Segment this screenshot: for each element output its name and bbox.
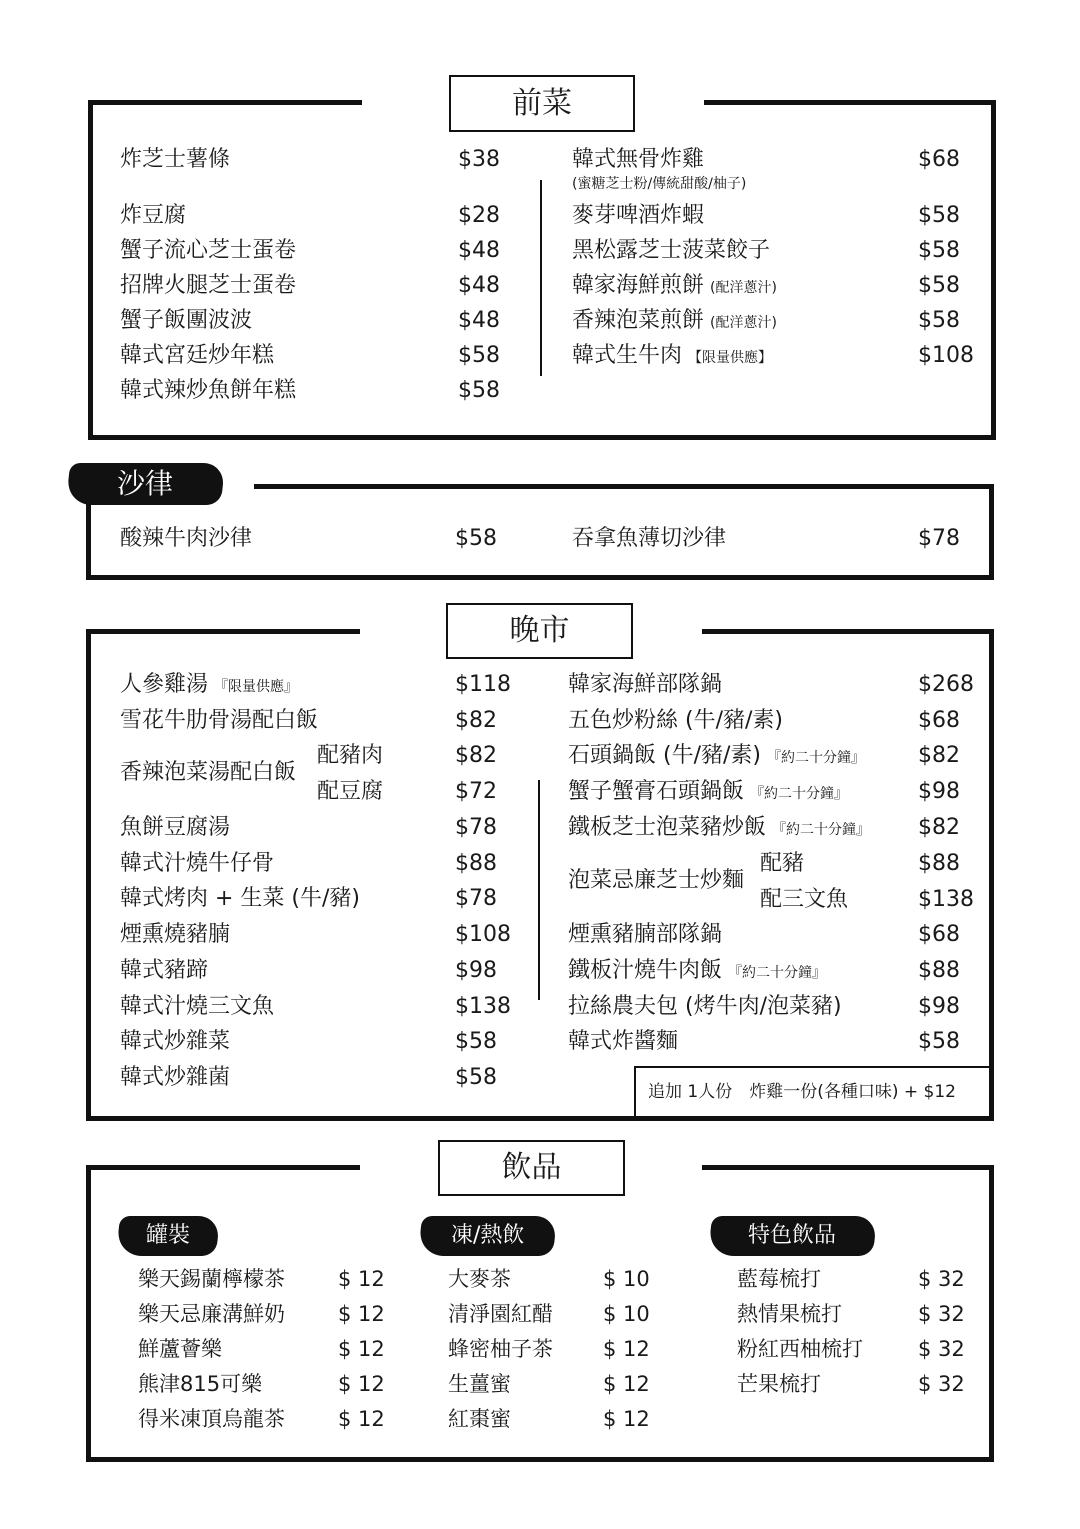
menu-item-name: 韓式無骨炸雞 (572, 147, 705, 172)
menu-item-price: $88 (455, 851, 497, 876)
menu-item-name: 鐵板汁燒牛肉飯 『約二十分鐘』 (568, 958, 827, 983)
menu-item-price: $82 (918, 815, 960, 840)
drink-item-price: $ 12 (338, 1302, 385, 1326)
menu-item-name: 炸芝士薯條 (120, 147, 231, 172)
drink-item-name: 熊津815可樂 (138, 1372, 263, 1396)
drink-item-price: $ 12 (338, 1407, 385, 1431)
menu-item-name: 煙熏豬腩部隊鍋 (568, 922, 723, 947)
menu-item-name: 韓式汁燒牛仔骨 (120, 851, 275, 876)
menu-item-price: $48 (458, 238, 500, 263)
menu-item-price: $88 (918, 958, 960, 983)
menu-item-price: $58 (918, 238, 960, 263)
menu-item-name: 韓式辣炒魚餅年糕 (120, 378, 297, 403)
menu-item-name: 麥芽啤酒炸蝦 (572, 203, 705, 228)
menu-item-name: 煙熏燒豬腩 (120, 922, 231, 947)
menu-item-price: $108 (455, 922, 511, 947)
menu-item-name: 韓式烤肉 + 生菜 (牛/豬) (120, 886, 360, 911)
item-note: 『約二十分鐘』 (750, 786, 849, 802)
menu-item-price: $58 (918, 1029, 960, 1054)
menu-item-price: $48 (458, 273, 500, 298)
drink-item-price: $ 32 (918, 1372, 965, 1396)
item-note: 『約二十分鐘』 (766, 750, 865, 766)
salad-item-price: $78 (918, 526, 960, 551)
item-note: (配洋蔥汁) (710, 280, 777, 296)
menu-item-name: 韓家海鮮部隊鍋 (568, 672, 723, 697)
item-note: (配洋蔥汁) (710, 315, 777, 331)
menu-item-option: 配三文魚 (760, 887, 849, 912)
menu-item-name: 蟹子蟹膏石頭鍋飯 『約二十分鐘』 (568, 779, 849, 804)
drink-item-name: 樂天忌廉溝鮮奶 (138, 1302, 285, 1326)
appetizers-title: 前菜 (449, 75, 635, 132)
menu-item-option: 配豬肉 (317, 743, 384, 768)
menu-item-price: $58 (458, 378, 500, 403)
menu-item-name: 泡菜忌廉芝士炒麵 (568, 868, 745, 893)
menu-item-name: 韓式炸醬麵 (568, 1029, 679, 1054)
dinner-title: 晚市 (446, 603, 633, 659)
menu-item-price: $48 (458, 308, 500, 333)
menu-item-price: $68 (918, 922, 960, 947)
menu-item-name: 拉絲農夫包 (烤牛肉/泡菜豬) (568, 994, 842, 1019)
drink-item-name: 熱情果梳打 (737, 1302, 842, 1326)
drink-item-price: $ 12 (603, 1372, 650, 1396)
menu-item-price: $82 (455, 708, 497, 733)
drink-item-price: $ 12 (603, 1337, 650, 1361)
menu-item-price: $58 (458, 343, 500, 368)
menu-item-name: 韓式炒雜菌 (120, 1065, 231, 1090)
drinks-title: 飲品 (438, 1140, 625, 1196)
salad-item-name: 酸辣牛肉沙律 (120, 526, 253, 551)
drink-category-label: 特色飲品 (748, 1223, 837, 1248)
menu-item-name: 韓式豬蹄 (120, 958, 209, 983)
menu-item-name: 五色炒粉絲 (牛/豬/素) (568, 708, 783, 733)
menu-item-option: 配豆腐 (317, 779, 384, 804)
menu-item-price: $88 (918, 851, 960, 876)
menu-item-price: $268 (918, 672, 974, 697)
item-note: 『約二十分鐘』 (772, 822, 871, 838)
salads-title: 沙律 (66, 463, 225, 505)
drink-item-price: $ 12 (338, 1337, 385, 1361)
menu-item-subtext: (蜜糖芝士粉/傳統甜酸/柚子) (572, 176, 747, 192)
drink-item-name: 生薑蜜 (448, 1372, 511, 1396)
menu-item-option: 配豬 (760, 851, 805, 876)
drink-item-price: $ 12 (338, 1267, 385, 1291)
menu-item-name: 鐵板芝士泡菜豬炒飯 『約二十分鐘』 (568, 815, 871, 840)
menu-item-name: 蟹子流心芝士蛋卷 (120, 238, 297, 263)
menu-item-price: $138 (455, 994, 511, 1019)
menu-item-price: $58 (455, 1065, 497, 1090)
menu-item-price: $98 (455, 958, 497, 983)
drink-item-name: 藍莓梳打 (737, 1267, 821, 1291)
menu-item-name: 招牌火腿芝士蛋卷 (120, 273, 297, 298)
drink-category-label: 凍/熱飲 (450, 1223, 525, 1248)
drink-item-name: 蜂密柚子茶 (448, 1337, 553, 1361)
menu-item-name: 韓式汁燒三文魚 (120, 994, 275, 1019)
salad-item-name: 吞拿魚薄切沙律 (572, 526, 727, 551)
menu-item-price: $138 (918, 887, 974, 912)
drink-item-name: 樂天錫蘭檸檬茶 (138, 1267, 285, 1291)
menu-item-name: 韓式宮廷炒年糕 (120, 343, 275, 368)
drink-item-name: 粉紅西柚梳打 (737, 1337, 863, 1361)
drink-item-name: 大麥茶 (448, 1267, 511, 1291)
item-note: 【限量供應】 (688, 350, 773, 366)
item-note: 『限量供應』 (214, 679, 299, 695)
menu-item-name: 石頭鍋飯 (牛/豬/素) 『約二十分鐘』 (568, 743, 865, 768)
menu-item-name: 黑松露芝士菠菜餃子 (572, 238, 771, 263)
drink-category-heading (116, 1216, 220, 1256)
menu-item-name: 炸豆腐 (120, 203, 187, 228)
drink-category-heading (418, 1216, 557, 1256)
drink-category-label: 罐裝 (145, 1223, 190, 1248)
drink-category-heading (708, 1216, 877, 1256)
menu-item-price: $118 (455, 672, 511, 697)
menu-item-name: 韓式生牛肉 【限量供應】 (572, 343, 773, 368)
drink-item-price: $ 32 (918, 1302, 965, 1326)
menu-item-price: $78 (455, 815, 497, 840)
menu-item-name: 香辣泡菜煎餅 (配洋蔥汁) (572, 308, 777, 333)
menu-item-price: $82 (918, 743, 960, 768)
drink-item-name: 鮮蘆薈樂 (138, 1337, 222, 1361)
menu-item-price: $58 (918, 308, 960, 333)
menu-item-price: $58 (455, 1029, 497, 1054)
menu-item-price: $72 (455, 779, 497, 804)
drink-item-name: 清淨園紅醋 (448, 1302, 553, 1326)
drink-item-price: $ 32 (918, 1337, 965, 1361)
drink-item-name: 芒果梳打 (737, 1372, 821, 1396)
menu-item-name: 韓家海鮮煎餅 (配洋蔥汁) (572, 273, 777, 298)
menu-item-price: $98 (918, 779, 960, 804)
drink-item-name: 紅棗蜜 (448, 1407, 511, 1431)
salad-item-price: $58 (455, 526, 497, 551)
menu-item-name: 人參雞湯 『限量供應』 (120, 672, 299, 697)
menu-item-price: $68 (918, 708, 960, 733)
drink-item-price: $ 12 (338, 1372, 385, 1396)
item-note: 『約二十分鐘』 (728, 965, 827, 981)
menu-item-price: $28 (458, 203, 500, 228)
drink-item-price: $ 32 (918, 1267, 965, 1291)
menu-item-name: 雪花牛肋骨湯配白飯 (120, 708, 319, 733)
menu-item-name: 韓式炒雜菜 (120, 1029, 231, 1054)
menu-item-price: $78 (455, 886, 497, 911)
drink-item-price: $ 10 (603, 1302, 650, 1326)
menu-item-price: $58 (918, 273, 960, 298)
menu-item-name: 蟹子飯團波波 (120, 308, 253, 333)
menu-item-price: $108 (918, 343, 974, 368)
drink-item-price: $ 12 (603, 1407, 650, 1431)
menu-item-name: 香辣泡菜湯配白飯 (120, 760, 297, 785)
menu-item-name: 魚餅豆腐湯 (120, 815, 231, 840)
extra-portion-note: 追加 1人份 炸雞一份(各種口味) + $12 (634, 1066, 991, 1118)
drink-item-name: 得米凍頂烏龍茶 (138, 1407, 285, 1431)
menu-item-price: $58 (918, 203, 960, 228)
drink-item-price: $ 10 (603, 1267, 650, 1291)
menu-item-price: $98 (918, 994, 960, 1019)
menu-item-price: $38 (458, 147, 500, 172)
menu-item-price: $68 (918, 147, 960, 172)
menu-item-price: $82 (455, 743, 497, 768)
